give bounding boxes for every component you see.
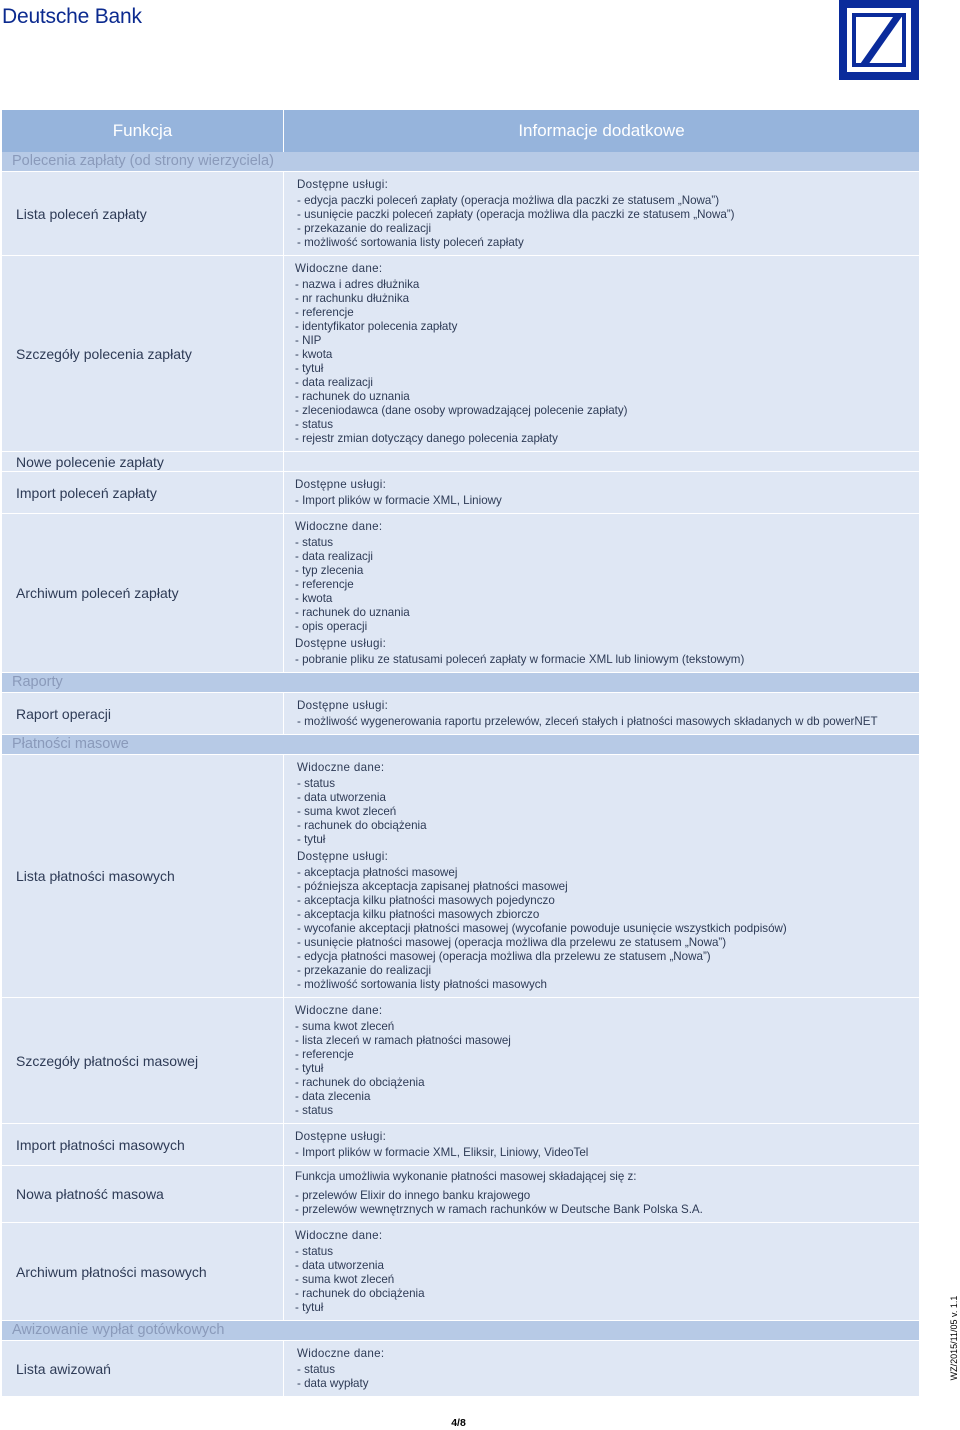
column-header-function: Funkcja [2, 110, 284, 152]
info-item: - nazwa i adres dłużnika [295, 278, 420, 291]
function-name: Szczegóły płatności masowej [2, 998, 284, 1124]
info-item: - status [295, 1245, 334, 1258]
info-cell [284, 1166, 919, 1223]
section-row [2, 152, 919, 172]
info-item: - status [297, 1363, 336, 1376]
info-item: - usunięcie płatności masowej (operacja możliwa dla przelewu ze statusem „Nowa”) [297, 936, 727, 949]
info-item: - możliwość wygenerowania raportu przelewów, zleceń stałych i płatności masowych składanych w db powerNET [297, 715, 878, 728]
function-name: Archiwum poleceń zapłaty [2, 514, 284, 673]
info-item: - typ zlecenia [295, 564, 364, 577]
info-title: Widoczne dane: [295, 1229, 383, 1242]
info-item: - edycja płatności masowej (operacja możliwa dla przelewu ze statusem „Nowa”) [297, 950, 711, 963]
info-item: - edycja paczki poleceń zapłaty (operacja możliwa dla paczki ze statusem „Nowa”) [297, 194, 720, 207]
info-cell [284, 256, 919, 452]
info-item: - data realizacji [295, 550, 373, 563]
info-item: - tytuł [295, 362, 324, 375]
info-title: Widoczne dane: [295, 262, 383, 275]
info-item: - zleceniodawca (dane osoby wprowadzającej polecenie zapłaty) [295, 404, 628, 417]
info-item: - przelewów wewnętrznych w ramach rachunków w Deutsche Bank Polska S.A. [295, 1203, 703, 1216]
function-name: Lista awizowań [2, 1341, 284, 1397]
table-row [2, 472, 919, 514]
info-cell [284, 172, 919, 256]
info-item: - status [295, 536, 334, 549]
function-name: Nowa płatność masowa [2, 1166, 284, 1223]
function-name: Import płatności masowych [2, 1124, 284, 1166]
info-item: - data realizacji [295, 376, 373, 389]
info-item: - rachunek do obciążenia [295, 1287, 425, 1300]
info-cell [284, 1124, 919, 1166]
info-item: - możliwość sortowania listy poleceń zapłaty [297, 236, 524, 249]
info-item: - suma kwot zleceń [297, 805, 397, 818]
function-name: Szczegóły polecenia zapłaty [2, 256, 284, 452]
function-name: Raport operacji [2, 693, 284, 735]
page-number: 4/8 [451, 1417, 466, 1429]
info-item: - usunięcie paczki poleceń zapłaty (operacja możliwa dla paczki ze statusem „Nowa”) [297, 208, 735, 221]
info-cell [284, 1341, 919, 1397]
info-title: Dostępne usługi: [297, 178, 389, 191]
info-cell [284, 452, 919, 472]
info-item: - późniejsza akceptacja zapisanej płatności masowej [297, 880, 568, 893]
info-item: - tytuł [297, 833, 326, 846]
info-item: - tytuł [295, 1062, 324, 1075]
info-title: Dostępne usługi: [295, 637, 387, 650]
document-code: WZ/2015/11/05 v. 1.1 [949, 1295, 959, 1381]
function-name: Lista płatności masowych [2, 755, 284, 998]
info-item: - pobranie pliku ze statusami poleceń zapłaty w formacie XML lub liniowym (tekstowym) [295, 653, 745, 666]
info-item: - przekazanie do realizacji [297, 964, 432, 977]
info-item: - nr rachunku dłużnika [295, 292, 410, 305]
info-item: - referencje [295, 306, 354, 319]
info-item: - rejestr zmian dotyczący danego polecenia zapłaty [295, 432, 558, 445]
info-item: - akceptacja kilku płatności masowych zbiorczo [297, 908, 540, 921]
table-row [2, 1341, 919, 1397]
info-item: - referencje [295, 1048, 354, 1061]
info-item: - lista zleceń w ramach płatności masowej [295, 1034, 511, 1047]
section-row [2, 1321, 919, 1341]
info-item: - tytuł [295, 1301, 324, 1314]
info-item: - akceptacja kilku płatności masowych pojedynczo [297, 894, 555, 907]
info-item: - data zlecenia [295, 1090, 371, 1103]
table-row [2, 172, 919, 256]
table-row [2, 256, 919, 452]
table-row [2, 514, 919, 673]
function-name: Archiwum płatności masowych [2, 1223, 284, 1321]
section-cash: Awizowanie wypłat gotówkowych [2, 1321, 919, 1341]
info-title: Widoczne dane: [297, 761, 385, 774]
info-item: - przelewów Elixir do innego banku krajowego [295, 1189, 531, 1202]
info-item: - rachunek do obciążenia [295, 1076, 425, 1089]
table-row [2, 693, 919, 735]
section-row [2, 735, 919, 755]
info-cell [284, 514, 919, 673]
section-row [2, 673, 919, 693]
function-name: Nowe polecenie zapłaty [2, 452, 284, 472]
info-title: Widoczne dane: [295, 520, 383, 533]
section-direct-debit: Polecenia zapłaty (od strony wierzyciela) [2, 152, 919, 172]
info-item: - akceptacja płatności masowej [297, 866, 458, 879]
info-item: - status [295, 1104, 334, 1117]
function-name: Import poleceń zapłaty [2, 472, 284, 514]
info-cell [284, 1223, 919, 1321]
info-cell [284, 998, 919, 1124]
info-item: - Import plików w formacie XML, Liniowy [295, 494, 502, 507]
info-item: - Import plików w formacie XML, Eliksir, Liniowy, VideoTel [295, 1146, 589, 1159]
info-note: Funkcja umożliwia wykonanie płatności masowej składającej się z: [295, 1170, 637, 1183]
function-name: Lista poleceń zapłaty [2, 172, 284, 256]
info-item: - status [297, 777, 336, 790]
info-item: - NIP [295, 334, 322, 347]
info-item: - data wypłaty [297, 1377, 369, 1390]
info-title: Widoczne dane: [297, 1347, 385, 1360]
info-cell [284, 755, 919, 998]
info-item: - rachunek do uznania [295, 390, 410, 403]
info-item: - data utworzenia [295, 1259, 384, 1272]
info-item: - data utworzenia [297, 791, 386, 804]
info-title: Dostępne usługi: [297, 850, 389, 863]
info-title: Dostępne usługi: [297, 699, 389, 712]
table-row [2, 998, 919, 1124]
info-item: - status [295, 418, 334, 431]
info-item: - rachunek do uznania [295, 606, 410, 619]
table-row [2, 755, 919, 998]
section-reports: Raporty [2, 673, 919, 693]
info-item: - przekazanie do realizacji [297, 222, 432, 235]
info-cell [284, 472, 919, 514]
table-row [2, 1124, 919, 1166]
functions-table [2, 110, 919, 1397]
info-item: - kwota [295, 592, 333, 605]
info-item: - rachunek do obciążenia [297, 819, 427, 832]
info-cell [284, 693, 919, 735]
table-row [2, 452, 919, 472]
info-item: - referencje [295, 578, 354, 591]
table-row [2, 1166, 919, 1223]
info-item: - suma kwot zleceń [295, 1273, 395, 1286]
brand-name: Deutsche Bank [2, 5, 142, 28]
info-title: Dostępne usługi: [295, 478, 387, 491]
info-title: Widoczne dane: [295, 1004, 383, 1017]
info-title: Dostępne usługi: [295, 1130, 387, 1143]
info-item: - wycofanie akceptacji płatności masowej (wycofanie powoduje usunięcie wszystkich podpisów) [297, 922, 787, 935]
info-item: - możliwość sortowania listy płatności masowych [297, 978, 547, 991]
deutsche-bank-logo [839, 0, 919, 80]
table-header-row [2, 110, 919, 152]
info-item: - suma kwot zleceń [295, 1020, 395, 1033]
info-item: - opis operacji [295, 620, 368, 633]
column-header-info: Informacje dodatkowe [284, 110, 919, 152]
table-row [2, 1223, 919, 1321]
info-item: - identyfikator polecenia zapłaty [295, 320, 458, 333]
section-bulk-payments: Płatności masowe [2, 735, 919, 755]
info-item: - kwota [295, 348, 333, 361]
